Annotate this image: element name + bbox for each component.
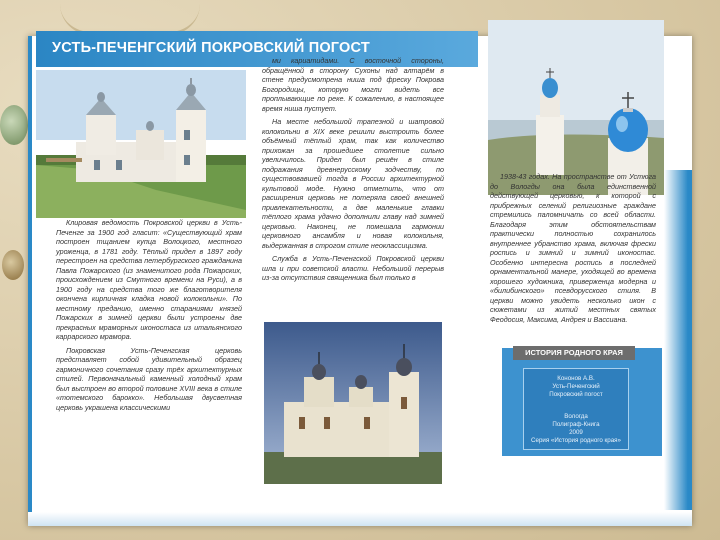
book-year: 2009 [569,429,583,436]
article-title: УСТЬ-ПЕЧЕНГСКИЙ ПОКРОВСКИЙ ПОГОСТ [52,40,370,56]
paragraph: Клировая ведомость Покровской церкви в Усть-Печенге за 1900 год гласит: «Существующий храм построен тщанием купца Волоцкого, местного уроженца, в 1781 году. Тёплый придел в 1897 году перестроен на средства петербургского гражданина Павла Пожарского (из знаменитого рода Пожарских, происхождением из Смутного времени на Руси), а в 1900 году на средства того же благотворителя окончена кирпичная кладка новой колокольни». По местному преданию, именно стараниями князей Пожарских в зимней церкви были устроены две прекрасных мраморных иконостаса из итальянского каррарского мрамора. [56,218,242,341]
paragraph: ми кариатидами. С восточной стороны, обращённой в сторону Сухоны над алтарём в стене предусмотрена ниша под фреску Покрова Богородицы, которую могли видеть все проплывающие по реке. К сожалению, в настоящее время ниша пустует. [262,56,444,113]
decorative-bauble-icon [0,105,28,145]
church-photo-summer [36,70,246,218]
church-photo-dusk [264,322,442,484]
text-column-1 [56,218,242,416]
decorative-bauble-icon [2,250,24,280]
paragraph: 1938-43 годах. На пространстве от Устюга до Вологды она была единственной действующей церковью, к которой с прибрежных селений религиозные граждане стремились паломничать со всей области. Благодаря этим обстоятельствам практически полностью сохранилось внутреннее убранство храма, включая фрески роспись и зимний и зимний иконостас. Особенно интересна роспись в последней орнаментальной манере, уходящей во времена хорошего художника, приверженца модерна и «билибинского» псевдорусского стиля. В церкви можно увидеть несколько икон с сюжетами из житий местных святых Феодосия, Максима, Андрея и Вассиана. [490,172,656,324]
book-title-line: Усть-Печенгский [552,383,600,390]
paragraph: Служба в Усть-Печенгской Покровской церкви шла и при советской власти. Небольшой перерыв из-за отсутствия священника был только в [262,254,444,282]
text-column-2 [262,56,444,287]
book-info-card [523,368,629,450]
book-publisher: Полиграф-Книга [552,421,600,428]
page-edge-stripe [28,36,32,526]
book-title-line: Покровский погост [549,391,603,398]
page-edge-gradient [664,170,692,510]
book-series: Серия «История родного края» [531,437,621,444]
series-label: ИСТОРИЯ РОДНОГО КРАЯ [513,346,635,360]
page-bottom-edge [28,512,692,526]
text-column-3 [490,172,656,328]
book-city: Вологда [564,413,588,420]
book-author: Кононов А.В. [557,375,595,382]
paragraph: На месте небольшой трапезной и шатровой колокольни в XIX веке решили выстроить более объёмный тёплый храм, так как количество прихожан за прошедшее столетие сильно увеличилось. Придел был решён в стиле подражания древнерусскому зодчеству, по существовавшей тогда в России архитектурной культовой моде. Нужно отметить, что от расширения церковь не потеряла своей внешней привлекательности, а две маленькие главки тёплого храма удачно дополнили главу над зимней церковью. Наконец, не помешала гармонии церковного ансамбля и новая колокольня, выдержанная в строгом стиле неоклассицизма. [262,117,444,250]
paragraph: Покровская Усть-Печенгская церковь представляет собой удивительный образец гармоничного сочетания сразу трёх архитектурных стилей. Первоначальный каменный холодный храм был выстроен во второй половине XVIII века в стиле «тотемского барокко». Небольшая двусветная церковь украшена классическими [56,345,242,412]
church-photo-domes [488,20,664,195]
